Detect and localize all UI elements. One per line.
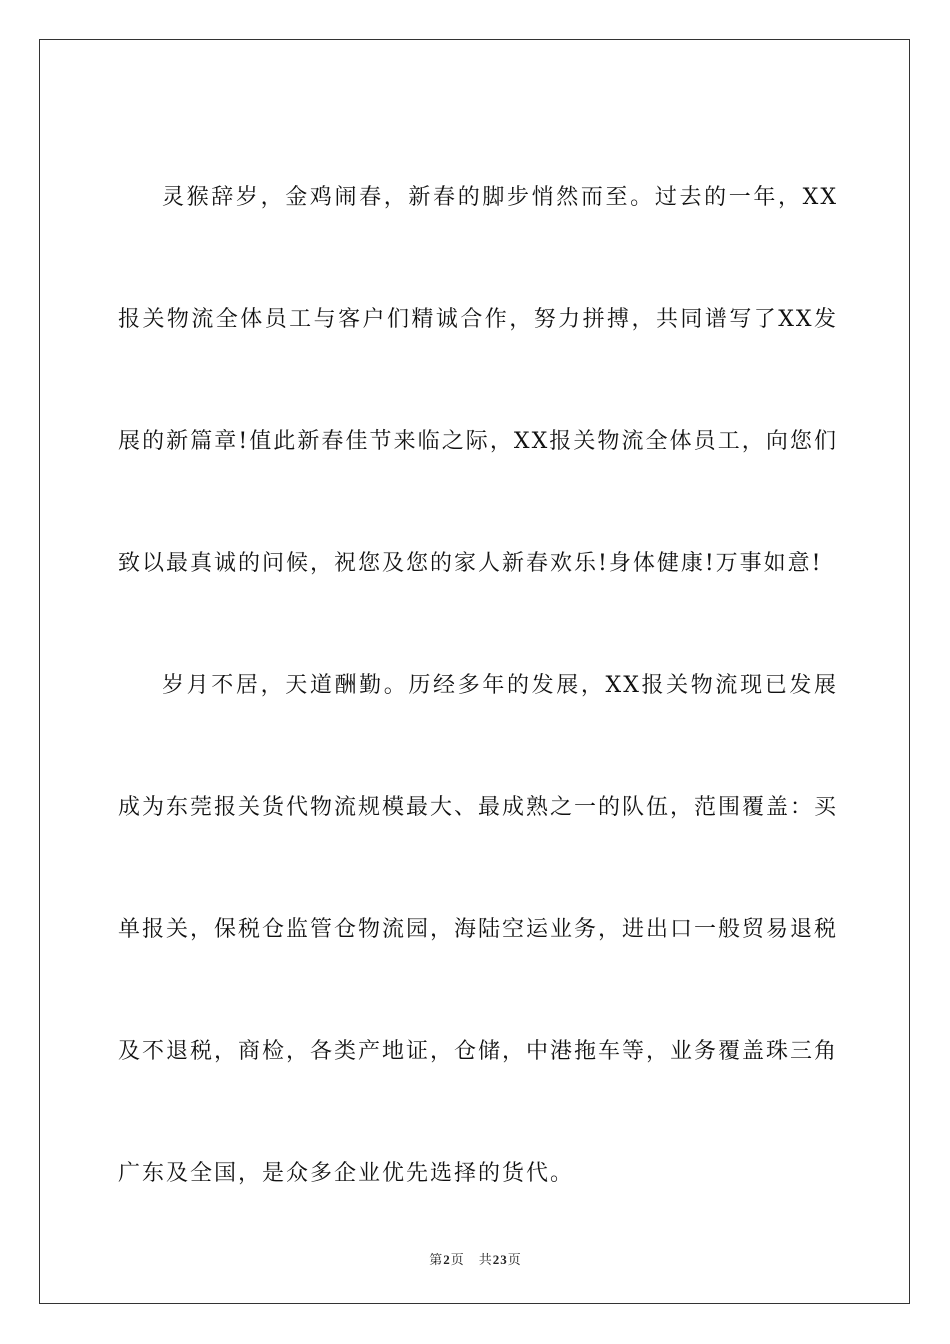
page-frame bbox=[39, 39, 910, 1304]
paragraph-2: 岁月不居，天道酬勤。历经多年的发展，XX报关物流现已发展成为东莞报关货代物流规模最大、最成熟之一的队伍，范围覆盖：买单报关，保税仓监管仓物流园，海陆空运业务，进出口一般贸易退税及不退税，商检，各类产地证，仓储，中港拖车等，业务覆盖珠三角广东及全国，是众多企业优先选择的货代。 bbox=[118, 673, 839, 1186]
total-suffix: 页 bbox=[507, 1253, 522, 1268]
page-number: 2 bbox=[443, 1252, 451, 1267]
document-body bbox=[118, 137, 838, 1235]
page-suffix: 页 bbox=[450, 1253, 465, 1268]
page-prefix: 第 bbox=[429, 1253, 444, 1268]
paragraph-1: 灵猴辞岁，金鸡闹春，新春的脚步悄然而至。过去的一年，XX报关物流全体员工与客户们精诚合作，努力拼搏，共同谱写了XX发展的新篇章!值此新春佳节来临之际，XX报关物流全体员工，向您们致以最真诚的问候，祝您及您的家人新春欢乐!身体健康!万事如意! bbox=[118, 185, 838, 576]
total-prefix: 共 bbox=[478, 1253, 493, 1268]
page-footer bbox=[40, 1249, 911, 1268]
total-pages: 23 bbox=[492, 1252, 508, 1267]
